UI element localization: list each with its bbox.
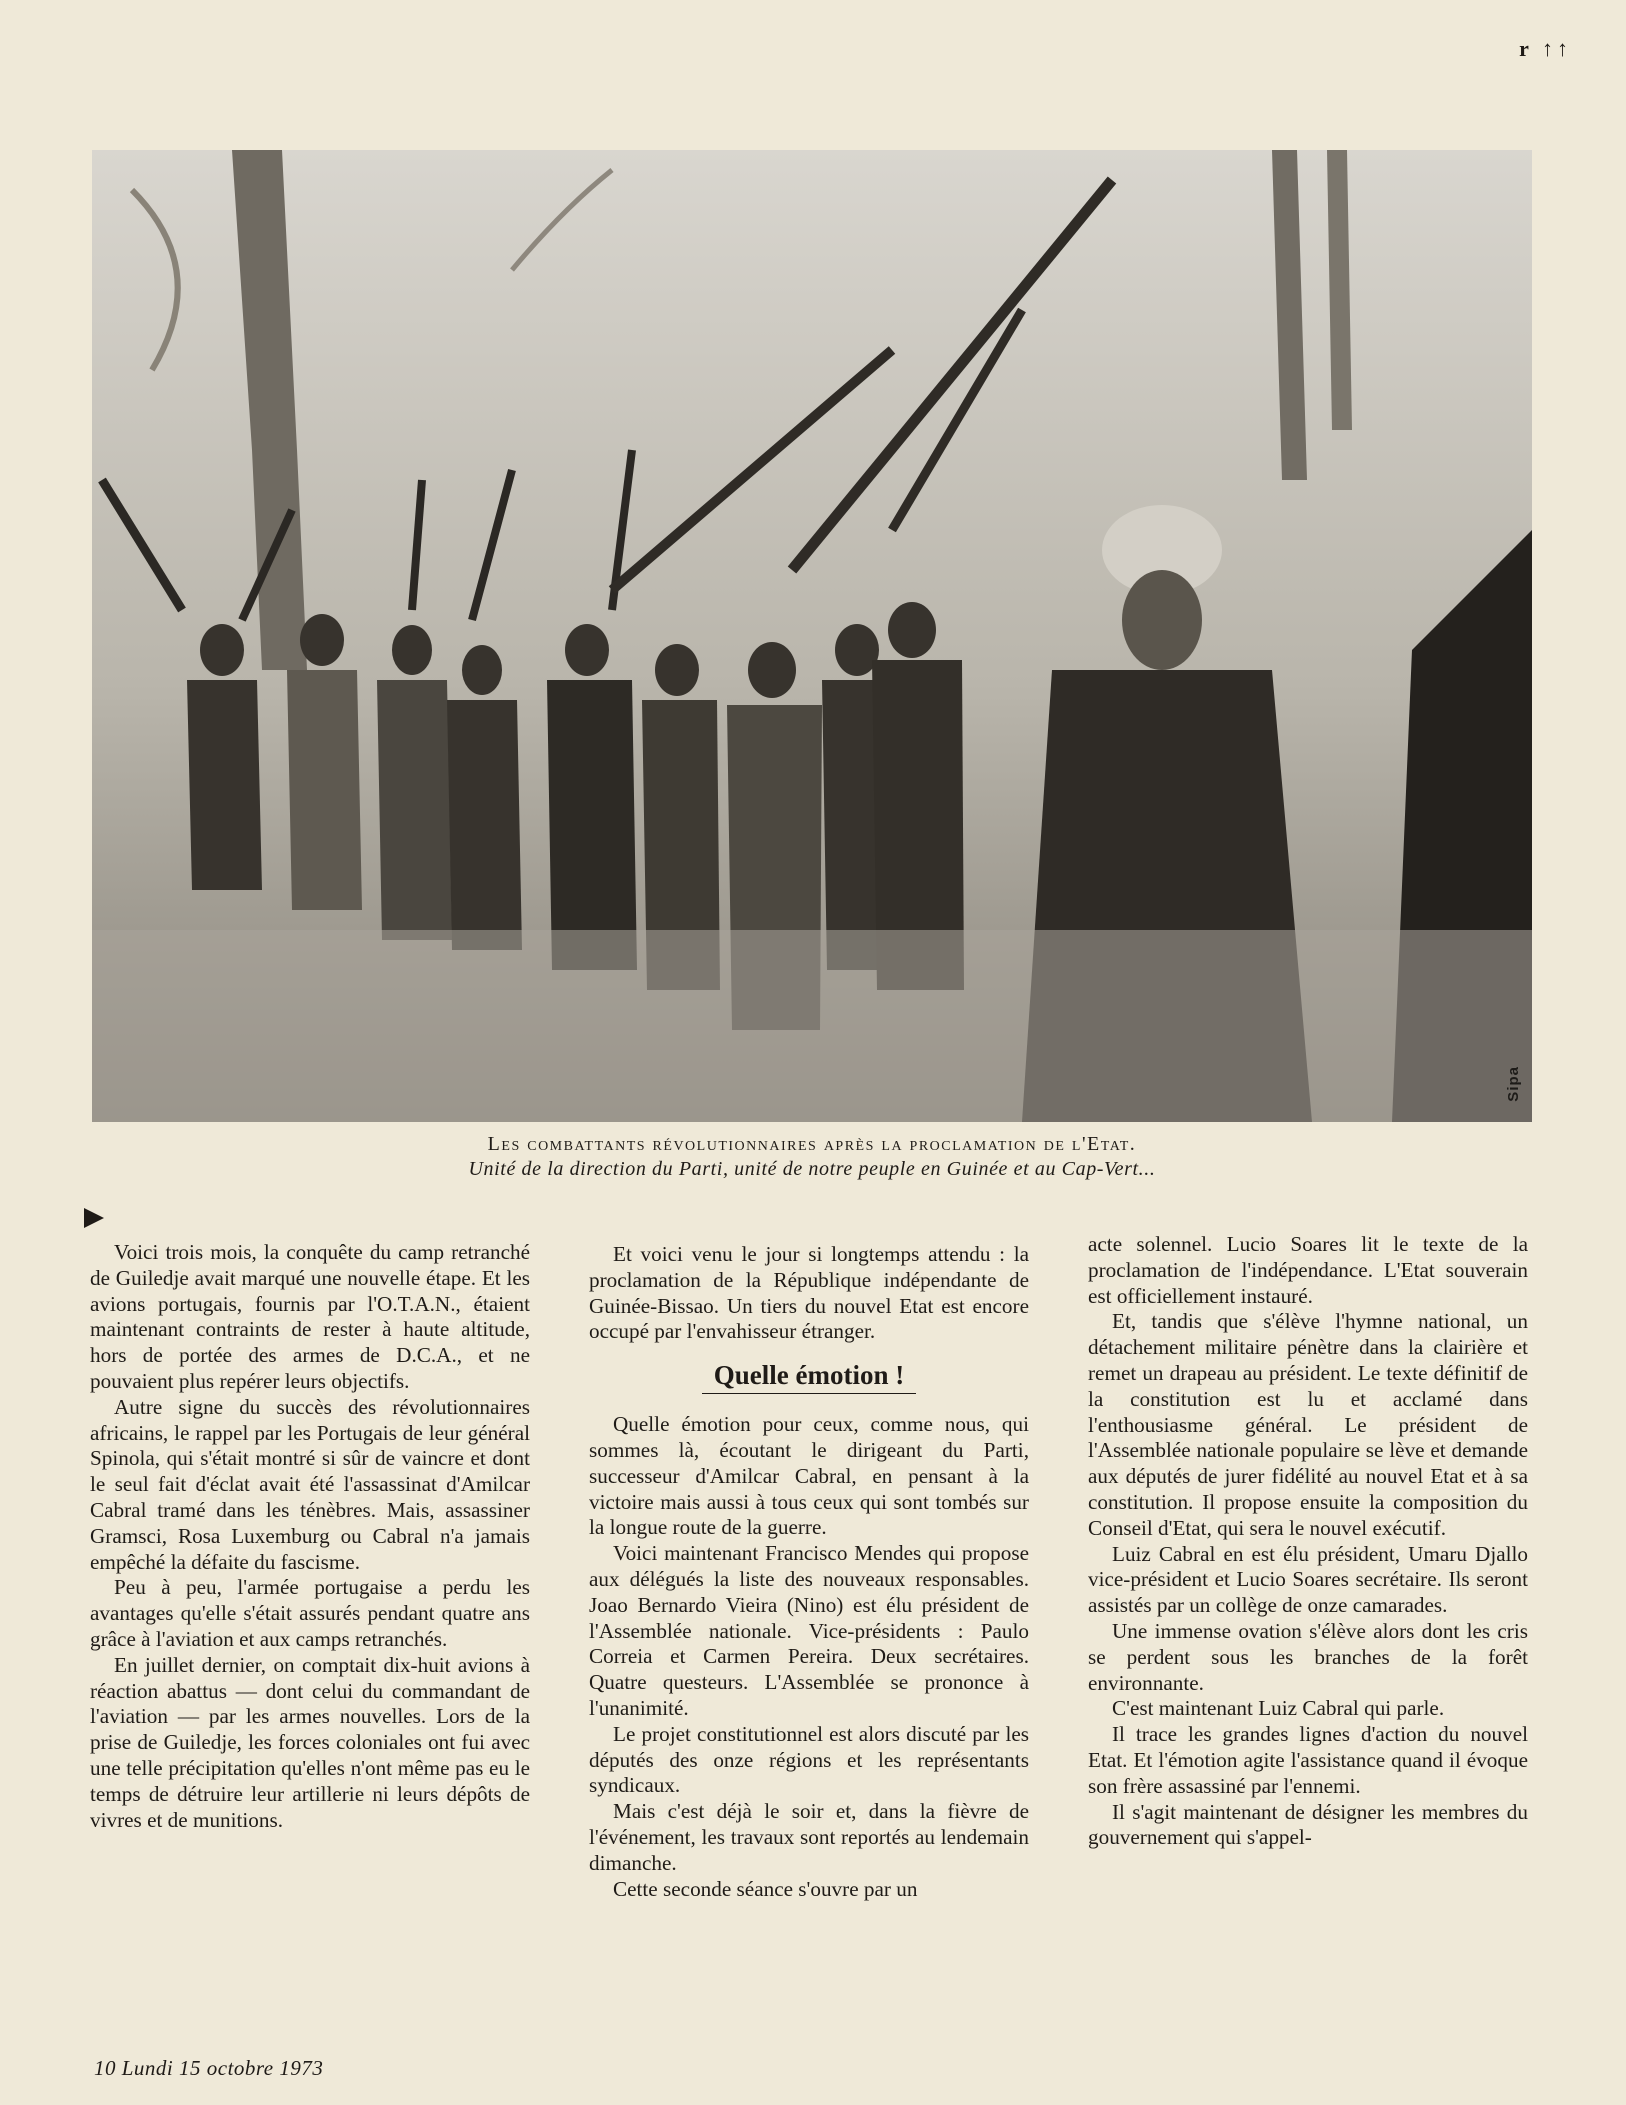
paragraph: C'est maintenant Luiz Cabral qui parle. [1112, 1696, 1445, 1721]
photo-caption [92, 1132, 1532, 1182]
paragraph: Une immense ovation s'élève alors dont les cris se perdent sous les branches de la forêt environnante. [1088, 1618, 1528, 1695]
caption-title: Les combattants révolutionnaires après la proclamation de l'Etat. [487, 1133, 1137, 1155]
photo-combattants [92, 150, 1532, 1122]
column-1 [90, 1240, 530, 1833]
paragraph: Cette seconde séance s'ouvre par un [613, 1876, 918, 1901]
paragraph: Il trace les grandes lignes d'action du nouvel Etat. Et l'émotion agite l'assistance quand il évoque son frère assassiné par l'ennemi. [1088, 1722, 1528, 1798]
paragraph: Il s'agit maintenant de désigner les membres du gouvernement qui s'appel- [1088, 1799, 1528, 1850]
paragraph: Voici trois mois, la conquête du camp retranché de Guiledje avait marqué une nouvelle étape. Et les avions portugais, fournis par l'O.T.A.N., étaient maintenant contraints de rester à haute altitude, hors de portée des armes de D.C.A., et ne pouvaient plus repérer leurs objectifs. [90, 1240, 530, 1393]
paragraph: Luiz Cabral en est élu président, Umaru Djallo vice-président et Lucio Soares secrétaire. Ils seront assistés par un collège de onze camarades. [1088, 1541, 1528, 1618]
photo-illustration [92, 150, 1532, 1122]
corner-mark: r ↑↑ [1519, 36, 1572, 61]
paragraph: Quelle émotion pour ceux, comme nous, qui sommes là, écoutant le dirigeant du Parti, successeur d'Amilcar Cabral, en pensant à la victoire mais aussi à tous ceux qui sont tombés sur la longue route de la guerre. [589, 1412, 1029, 1540]
paragraph: Mais c'est déjà le soir et, dans la fièvre de l'événement, les travaux sont reportés au lendemain dimanche. [589, 1799, 1029, 1875]
column-3 [1088, 1232, 1528, 1851]
paragraph: Peu à peu, l'armée portugaise a perdu les avantages qu'elle s'était assurés pendant quatre ans grâce à l'aviation et aux camps retranchés. [90, 1575, 530, 1651]
paragraph: Et voici venu le jour si longtemps attendu : la proclamation de la République indépendante de Guinée-Bissao. Un tiers du nouvel Etat est encore occupé par l'envahisseur étranger. [589, 1242, 1029, 1344]
subheading [589, 1359, 1029, 1394]
photo-credit: Sipa [1505, 1066, 1522, 1102]
paragraph: acte solennel. Lucio Soares lit le texte de la proclamation de l'indépendance. L'Etat souverain est officiellement instauré. [1088, 1232, 1528, 1308]
paragraph: Et, tandis que s'élève l'hymne national, un détachement militaire pénètre dans la clairière et remet un drapeau au président. Le texte définitif de la constitution est lu et acclamé dans l'enthousiasme général. Le président de l'Assemblée nationale populaire se lève et demande aux députés de jurer fidélité au nouvel Etat et à sa constitution. Il propose ensuite la composition du Conseil d'Etat, qui sera le nouvel exécutif. [1088, 1309, 1528, 1540]
page-footer: 10 Lundi 15 octobre 1973 [94, 2056, 324, 2080]
subheading-text: Quelle émotion ! [702, 1359, 916, 1394]
paragraph: Autre signe du succès des révolutionnaires africains, le rappel par les Portugais de leur général Spinola, qui s'était montré si sûr de vaincre et dont le seul fait d'éclat avait été l'assassinat d'Amilcar Cabral tramé dans les ténèbres. Mais, assassiner Gramsci, Rosa Luxemburg ou Cabral n'a jamais empêché la défaite du fascisme. [90, 1394, 530, 1574]
caption-subtitle: Unité de la direction du Parti, unité de notre peuple en Guinée et au Cap-Vert... [468, 1158, 1156, 1180]
paragraph: En juillet dernier, on comptait dix-huit avions à réaction abattus — dont celui du commandant de l'aviation — par les armes nouvelles. Lors de la prise de Guiledje, les forces coloniales ont fui avec une telle précipitation qu'elles n'ont même pas eu le temps de détruire leur artillerie ni leurs dépôts de vivres et de munitions. [90, 1652, 530, 1832]
column-2 [589, 1242, 1029, 1902]
paragraph: Le projet constitutionnel est alors discuté par les députés des onze régions et les représentants syndicaux. [589, 1721, 1029, 1798]
arrow-marker-icon [84, 1208, 104, 1228]
paragraph: Voici maintenant Francisco Mendes qui propose aux délégués la liste des nouveaux responsables. Joao Bernardo Vieira (Nino) est élu président de l'Assemblée nationale. Vice-présidents : Paulo Correia et Carmen Pereira. Deux secrétaires. Quatre questeurs. L'Assemblée se prononce à l'unanimité. [589, 1541, 1029, 1720]
